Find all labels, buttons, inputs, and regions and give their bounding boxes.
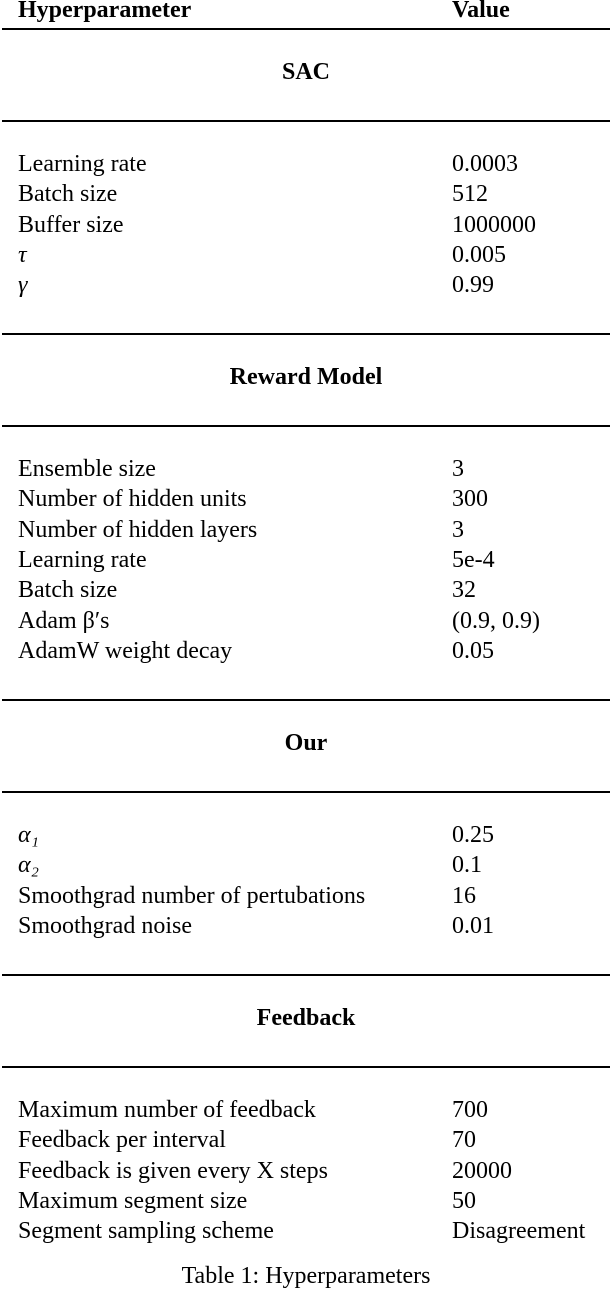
row-label: Batch size [18, 181, 118, 207]
row-label: Smoothgrad number of pertubations [18, 883, 366, 909]
row-label: Segment sampling scheme [18, 1218, 274, 1244]
row-value: (0.9, 0.9) [452, 608, 540, 634]
row-value: 0.0003 [452, 151, 518, 177]
section-title-feedback: Feedback [256, 1005, 356, 1031]
row-label: Number of hidden units [18, 486, 247, 512]
section-rule [2, 791, 610, 793]
section-rule [2, 120, 610, 122]
row-label-tau: τ [18, 242, 27, 268]
row-label-alpha-2: α₂ [18, 852, 39, 878]
row-value: 0.01 [452, 913, 494, 939]
row-value: 1000000 [452, 212, 536, 238]
row-value: 16 [452, 883, 476, 909]
row-value: 700 [452, 1097, 488, 1123]
row-value: 70 [452, 1127, 476, 1153]
section-rule [2, 699, 610, 701]
row-value: 0.99 [452, 272, 494, 298]
row-value: 50 [452, 1188, 476, 1214]
row-value: 0.25 [452, 822, 494, 848]
row-value: 0.005 [452, 242, 506, 268]
row-label-gamma: γ [18, 272, 28, 298]
row-value: 3 [452, 456, 464, 482]
section-rule [2, 425, 610, 427]
row-value: 32 [452, 577, 476, 603]
header-hyperparameter: Hyperparameter [18, 0, 192, 23]
row-label: Maximum segment size [18, 1188, 248, 1214]
section-title-sac: SAC [281, 59, 330, 85]
row-label: Adam β′s [18, 608, 110, 634]
section-title-our: Our [284, 730, 328, 756]
row-value: 0.05 [452, 638, 494, 664]
row-value: 3 [452, 517, 464, 543]
row-label: Smoothgrad noise [18, 913, 192, 939]
row-value: 20000 [452, 1158, 512, 1184]
row-label: Batch size [18, 577, 118, 603]
row-label: Ensemble size [18, 456, 156, 482]
section-rule [2, 974, 610, 976]
header-value: Value [452, 0, 510, 23]
row-value: 300 [452, 486, 488, 512]
section-rule [2, 1066, 610, 1068]
section-rule [2, 333, 610, 335]
row-label: Learning rate [18, 547, 147, 573]
row-value: 512 [452, 181, 488, 207]
header-rule [2, 28, 610, 30]
row-value: Disagreement [452, 1218, 586, 1244]
row-value: 5e-4 [452, 547, 495, 573]
row-label: Feedback per interval [18, 1127, 226, 1153]
row-value: 0.1 [452, 852, 482, 878]
row-label: Feedback is given every X steps [18, 1158, 328, 1184]
row-label: Buffer size [18, 212, 124, 238]
row-label: AdamW weight decay [18, 638, 233, 664]
row-label: Number of hidden layers [18, 517, 258, 543]
row-label: Learning rate [18, 151, 147, 177]
row-label-alpha-1: α₁ [18, 822, 39, 848]
row-label: Maximum number of feedback [18, 1097, 316, 1123]
section-title-reward-model: Reward Model [229, 364, 383, 390]
table-caption: Table 1: Hyperparameters [181, 1263, 431, 1289]
